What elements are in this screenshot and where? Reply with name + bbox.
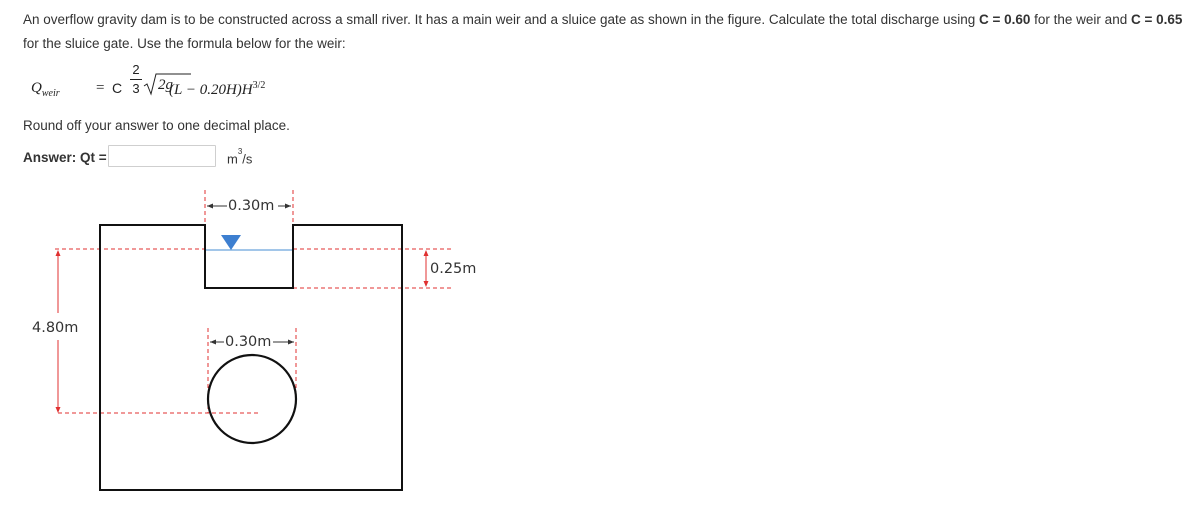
weir-width-dimension xyxy=(207,198,291,214)
head-label: 0.25m xyxy=(430,261,477,277)
dam-outline xyxy=(100,225,402,490)
formula-rest: $(L - 0.20H)H^{3/2}$ xyxy=(169,80,266,98)
water-level-marker-icon xyxy=(221,235,241,250)
head-dimension xyxy=(424,250,477,287)
formula-q-subscript: weir xyxy=(41,88,60,99)
formula-exponent: 3/2 xyxy=(252,80,266,91)
gate-coefficient: C = 0.65 xyxy=(1130,12,1183,27)
sqrt-argument: 2g xyxy=(158,77,173,93)
gate-diameter-label: 0.30m xyxy=(225,334,272,350)
formula-equals: = xyxy=(96,80,105,96)
extension-lines xyxy=(55,190,452,413)
height-dimension xyxy=(32,250,78,413)
problem-text-3: for the sluice gate. Use the formula below for the weir: xyxy=(23,36,346,51)
weir-width-label: 0.30m xyxy=(228,198,275,214)
formula-c: C xyxy=(112,80,123,96)
height-label: 4.80m xyxy=(32,320,79,336)
problem-text-2: for the weir and xyxy=(1030,12,1131,27)
sluice-gate-circle xyxy=(208,355,296,443)
rounding-instruction: Round off your answer to one decimal place. xyxy=(23,118,290,133)
fraction-numerator: 2 xyxy=(132,62,140,77)
answer-label: Answer: Qt = xyxy=(23,150,107,165)
fraction-denominator: 3 xyxy=(132,81,140,96)
formula-q: $Q_{weir}$ xyxy=(31,80,60,99)
gate-diameter-dimension xyxy=(210,334,294,350)
answer-unit: $m^3/s$ xyxy=(227,147,253,167)
weir-coefficient: C = 0.60 xyxy=(978,12,1031,27)
problem-text-1: An overflow gravity dam is to be constructed across a small river. It has a main weir and a sluice gate as shown in the figure. Calculate the total discharge using xyxy=(23,12,979,27)
